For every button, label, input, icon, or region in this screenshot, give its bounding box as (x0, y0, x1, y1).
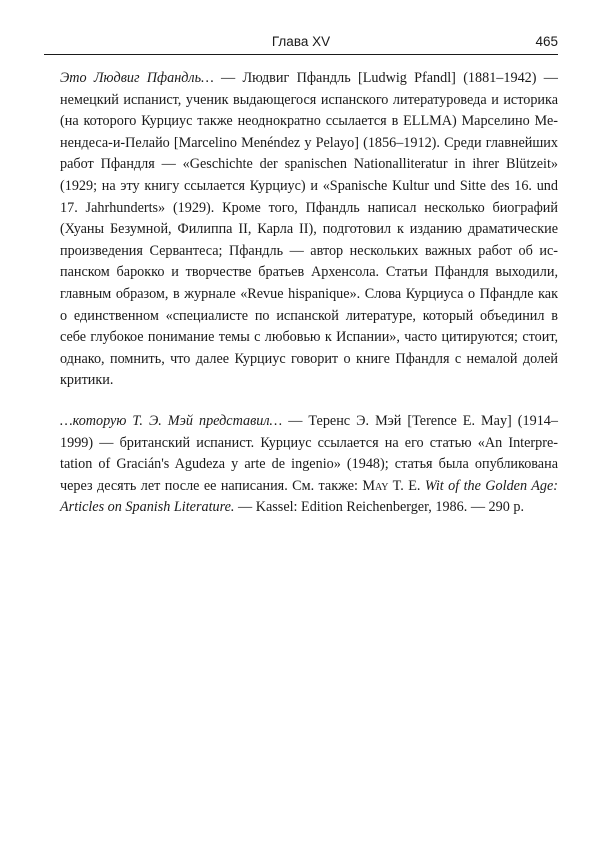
reference-author: May T. E. (362, 477, 421, 494)
note-text: — Людвиг Пфандль [Ludwig Pfandl] (1881–1942) — немецкий испанист, ученик выдающегося испанского литературоведа и историка (на которого Курциус также неоднократно ссылается в ELLMA) Марселино Менендеса-и-Пелайо [Marcelino Menéndez y Pelayo] (1856–1912). Среди главнейших работ Пфандля — «Geschichte der spanischen Nationalliteratur in ihrer Blützeit» (1929; на эту книгу ссылается Курциус) и «Spanische Kultur und Sitte des 16. und 17. Jahrhunderts» (1929). Кроме того, Пфандль написал несколько биографий (Хуаны Безумной, Филиппа II, Карла II), подготовил к изданию драматические произведения Сервантеса; Пфандль — автор нескольких важных работ об испанском барокко и творчестве братьев Архенсола. Статьи Пфандля выходили, главным образом, в журнале «Revue hispanique». Слова Курциуса о Пфандле как о единственном «специалисте по испанской литературе, который объединил в себе глубокое понимание темы с любовью к Испании», часто цитируются; стоит, однако, помнить, что далее Курциус говорит о книге Пфандля с немалой долей критики. (60, 70, 558, 389)
reference-imprint: — Kassel: Edition Reichenberger, 1986. — 290 p. (234, 499, 525, 516)
note-lemma: Это Людвиг Пфандль… (60, 70, 214, 86)
note-lemma: …которую Т. Э. Мэй представил… (60, 412, 283, 429)
note-text: — Теренс Э. Мэй [Terence E. May] (1914–1999) — британский испанист. Курциус ссылается на его статью «An Interpretation of Gracián's Agudeza y arte de ingenio» (1948); статья была опубликована через десять лет после ее написания. См. также: (60, 412, 558, 494)
running-header (44, 32, 558, 55)
note-pfandl (60, 68, 558, 392)
page-number: 465 (535, 34, 558, 49)
commentary-body (60, 68, 558, 519)
reference-title: Wit of the Golden Age: Articles on Spanish Literature. (60, 477, 558, 516)
note-may (60, 411, 558, 519)
chapter-title: Глава XV (271, 34, 331, 49)
